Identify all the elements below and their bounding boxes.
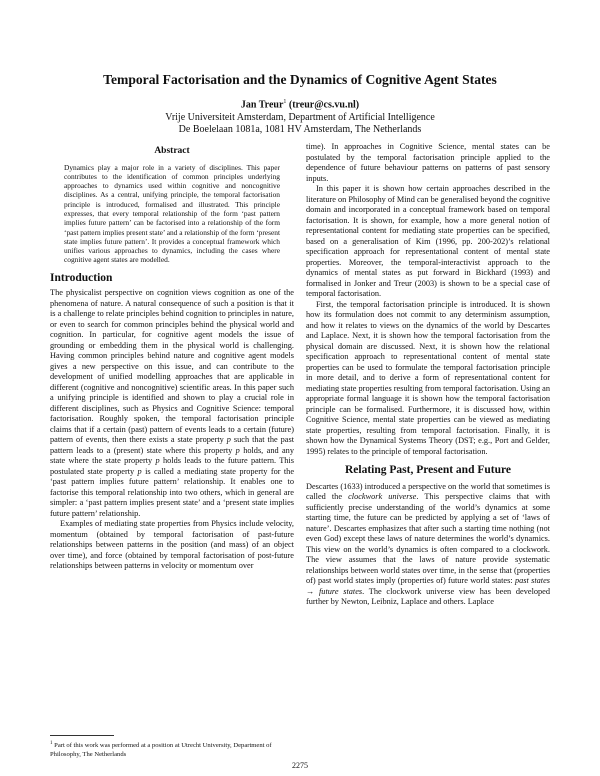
intro-p1-part-a: The physicalist perspective on cognition views cognition as one of the phenomena of nature. A natural consequence of such a position is that it is a challenge to relate principles behind cognition to principles in nature, or even to search for common principles behind the physical world and cognition. In particular, for cognitive agent models the issue of grounding or embedding them in the physical world is challenging. Having common principles behind nature and cognitive agent models gives a new perspective on this issue, and can contribute to the development of unified modelling approaches that are applicable in different (cognitive and noncognitive) scientific areas. In this paper such a unifying principle is identified and shown to play a crucial role in different disciplines, such as Physics and Cognitive Science: temporal factorisation. Roughly spoken, the temporal factorisation principle claims that if a certain (past) pattern of events leads to a certain (future) pattern of events, then there exists a state property [50,288,294,445]
author-footnote-mark: 1 [283,99,287,105]
footnote [50,740,294,759]
intro-paragraph-1 [50,288,294,519]
author-email: (treur@cs.vu.nl) [286,99,360,111]
intro-p1-em-2: p [235,445,240,455]
right-p4-em-2: past states → future states [306,576,550,596]
right-paragraph-2: In this paper it is shown how certain approaches described in the literature on Philosophy of Mind can be generalised beyond the cognitive domain and incorporated in a conceptual framework based on temporal factorisation. It is shown, for example, how a more general notion of representational content for mediating state properties can be specified, based on a generalisation of Kim (1996, pp. 200-202)’s relational specification approach for representational content of mental state properties. Moreover, the temporal-interactivist approach to the dynamics of mental states as put forward in Bickhard (1993) and formalised in Jonker and Treur (2003) is shown to be a special case of temporal factorisation. [306,184,550,298]
intro-p1-part-e: is called a mediating state property for the ‘past pattern implies future pattern’ relationship. It enables one to factorise this temporal relationship into two others, which in general are simpler: a ‘past pattern implies present state’ and a ‘present state implies future pattern’ relationship. [50,466,295,518]
right-p4-em-1: clockwork universe [348,492,417,501]
intro-p1-part-d: holds leads to the future pattern. This postulated state property [50,456,294,476]
intro-p1-em-4: p [137,466,142,476]
intro-paragraph-2: Examples of mediating state properties from Physics include velocity, momentum (obtained by temporal factorisation of past-future relationships between patterns in the position (and mass) of an object over time), and force (obtained by temporal factorisation of post-future relationships between patterns in velocity or momentum over [50,519,294,571]
right-paragraph-3: First, the temporal factorisation principle is introduced. It is shown how its formulation does not commit to any determinism assumption, and how it relates to views on the dynamics of the world by Descartes and Laplace. Next, it is shown how the temporal factorisation from the physical domain are discussed. Next, it is shown how the relational specification approach to representational content of mental state properties can be used to formulate the temporal factorisation principle in more detail, and to derive a form of representational content for mediating state properties resulting from temporal factorisation. Using an appropriate formal language it is shown how the temporal factorisation principle can be formalised. Furthermore, it is discussed how, within Cognitive Science, mental state properties can be viewed as mediating state properties, resulting from temporal factorisation. Finally, it is shown how the Dynamical Systems Theory (DST; e.g., Port and Gelder, 1995) relates to the principle of temporal factorisation. [306,299,551,456]
left-column [50,146,294,572]
section-heading-relating: Relating Past, Present and Future [345,464,511,476]
right-column [306,142,550,608]
footnote-text: Part of this work was performed at a position at Utrecht University, Department of Philosophy, The Netherlands [50,742,272,758]
intro-p1-part-b: such that the past pattern leads to a (present) state where this property [50,435,294,455]
author-block [0,96,600,136]
intro-p1-part-c: holds, and any state where the state property [50,445,294,466]
right-paragraph-1: time). In approaches in Cognitive Science, mental states can be postulated by the temporal factorisation principle applied to the dependence of future behaviour patterns on patterns of past sensory inputs. [306,142,550,183]
abstract-heading: Abstract [154,146,190,156]
author-line [0,96,600,112]
affiliation-line-2: De Boelelaan 1081a, 1081 HV Amsterdam, The Netherlands [178,123,422,135]
introduction-heading: Introduction [50,271,113,284]
paper-title: Temporal Factorisation and the Dynamics of Cognitive Agent States [103,72,497,87]
footnote-mark: 1 [50,741,53,746]
intro-p1-em-1: p [226,435,231,445]
author-name: Jan Treur [240,99,284,111]
abstract-text: Dynamics play a major role in a variety of disciplines. This paper contributes to the identification of common principles underlying approaches to dynamics used within cognitive and noncognitive disciplines. As a central, unifying principle, the temporal factorisation principle is introduced, formalised and illustrated. This principle expresses, that every temporal relationship of the form ‘past pattern implies future pattern’ can be factorised into a relationship of the form ‘past pattern implies present state’ and a relationship of the form ‘present state implies future pattern’. It provides a conceptual framework which unifies various approaches to dynamics, including the cases where cognitive agent states are modelled. [64,162,280,265]
footnote-rule [50,735,114,736]
affiliation-line-1: Vrije Universiteit Amsterdam, Department of Artificial Intelligence [165,111,435,123]
page-number: 2275 [292,761,308,770]
intro-p1-em-3: p [155,456,160,466]
right-p4-part-c: . The clockwork universe view has been developed further by Newton, Leibniz, Laplace and others. Laplace [306,586,551,606]
right-p4-part-a: Descartes (1633) introduced a perspective on the world that sometimes is called the [306,481,550,501]
right-p4-part-b: . This perspective claims that with sufficiently precise understanding of the world’s dynamics at some starting time, the future can be predicted by applying a set of ‘laws of nature’. Descartes emphasizes that after such a starting time nothing (not even God) except these laws of nature determines the world’s dynamics. This view on the world’s dynamics is often compared to a clockwork. The view assumes that the laws of nature provide systematic relationships between world states over time, in the sense that (properties of) past world states imply (properties of) future world states: [306,492,550,585]
right-paragraph-4 [306,482,550,608]
